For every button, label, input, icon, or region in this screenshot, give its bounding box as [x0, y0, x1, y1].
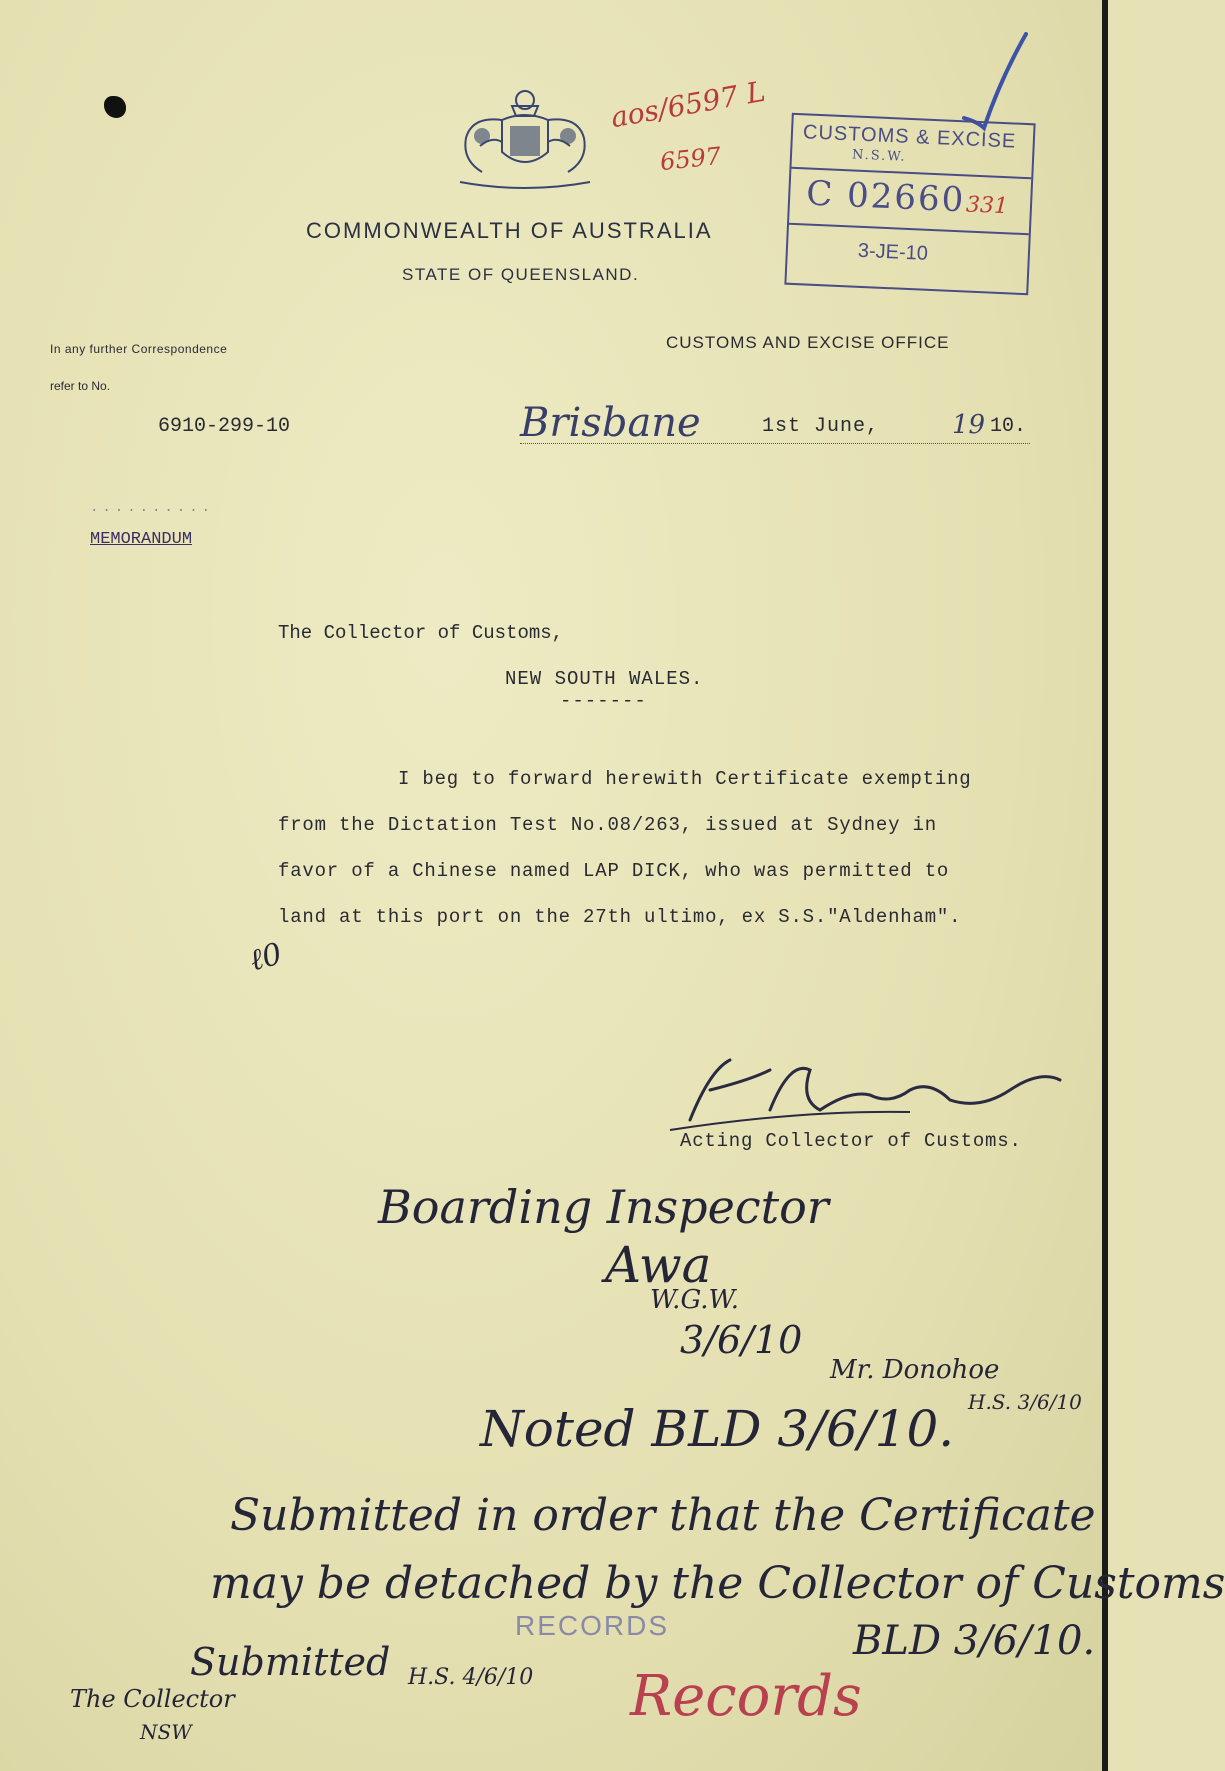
signatory-title: Acting Collector of Customs.: [680, 1130, 1022, 1152]
stamp-date: 3-JE-10: [857, 239, 929, 265]
body-line: from the Dictation Test No.08/263, issued at Sydney in: [278, 814, 937, 836]
check-mark-icon: [960, 30, 1030, 130]
dotted-rule: ..........: [90, 500, 215, 516]
refer-label: refer to No.: [50, 379, 111, 393]
stamp-number: C 02660: [805, 173, 967, 221]
handwritten-note: Boarding Inspector: [378, 1180, 829, 1234]
handwritten-reference: aos/6597 L: [608, 74, 768, 135]
handwritten-note: BLD 3/6/10.: [853, 1618, 1096, 1664]
handwritten-note: Noted BLD 3/6/10.: [480, 1400, 955, 1458]
addressee-rule: -------: [560, 690, 647, 712]
letterhead-title: COMMONWEALTH OF AUSTRALIA: [306, 218, 713, 243]
handwritten-note: Submitted in order that the Certificate: [230, 1490, 1096, 1541]
stamp-number-handwritten: 331: [965, 192, 1009, 220]
signature: [650, 1050, 1070, 1140]
handwritten-note: Mr. Donohoe: [830, 1355, 1000, 1385]
date-rule: [520, 443, 1030, 444]
body-line: land at this port on the 27th ultimo, ex S.S."Aldenham".: [278, 906, 962, 928]
body-line: favor of a Chinese named LAP DICK, who was permitted to: [278, 860, 950, 882]
office-name: CUSTOMS AND EXCISE OFFICE: [666, 333, 950, 352]
letterhead-state: STATE OF QUEENSLAND.: [402, 265, 640, 284]
reference-number: 6910-299-10: [158, 415, 291, 438]
correspondence-note: In any further Correspondence: [50, 342, 228, 356]
year-suffix: 10.: [990, 415, 1027, 438]
addressee: The Collector of Customs,: [278, 622, 564, 644]
handwritten-initial: ℓ0: [246, 936, 286, 979]
coat-of-arms-icon: [452, 86, 598, 194]
punch-hole: [104, 96, 126, 118]
memorandum-label: MEMORANDUM: [90, 530, 193, 549]
handwritten-note: Awa: [605, 1236, 712, 1294]
handwritten-reference-2: 6597: [658, 141, 723, 177]
handwritten-note: H.S. 3/6/10: [968, 1390, 1082, 1414]
received-stamp: [784, 113, 1035, 295]
office-place: Brisbane: [520, 400, 701, 446]
handwritten-note: The Collector: [70, 1685, 235, 1713]
body-line: I beg to forward herewith Certificate exempting: [398, 768, 972, 790]
handwritten-note: may be detached by the Collector of Customs: [210, 1558, 1225, 1609]
scan-edge: [1102, 0, 1108, 1771]
handwritten-note: W.G.W.: [650, 1285, 739, 1315]
year-prefix: 19: [952, 410, 986, 440]
handwritten-note: Submitted: [190, 1640, 391, 1684]
handwritten-note: H.S. 4/6/10: [408, 1665, 534, 1690]
addressee-state: NEW SOUTH WALES.: [505, 668, 704, 690]
faded-records-stamp: RECORDS: [515, 1610, 670, 1641]
handwritten-note: NSW: [140, 1720, 192, 1744]
handwritten-records: Records: [630, 1664, 862, 1729]
handwritten-note: 3/6/10: [680, 1318, 803, 1362]
stamp-customs-label: CUSTOMS & EXCISE: [802, 121, 1017, 153]
stamp-state-label: N.S.W.: [851, 147, 907, 165]
letter-date: 1st June,: [762, 415, 880, 438]
